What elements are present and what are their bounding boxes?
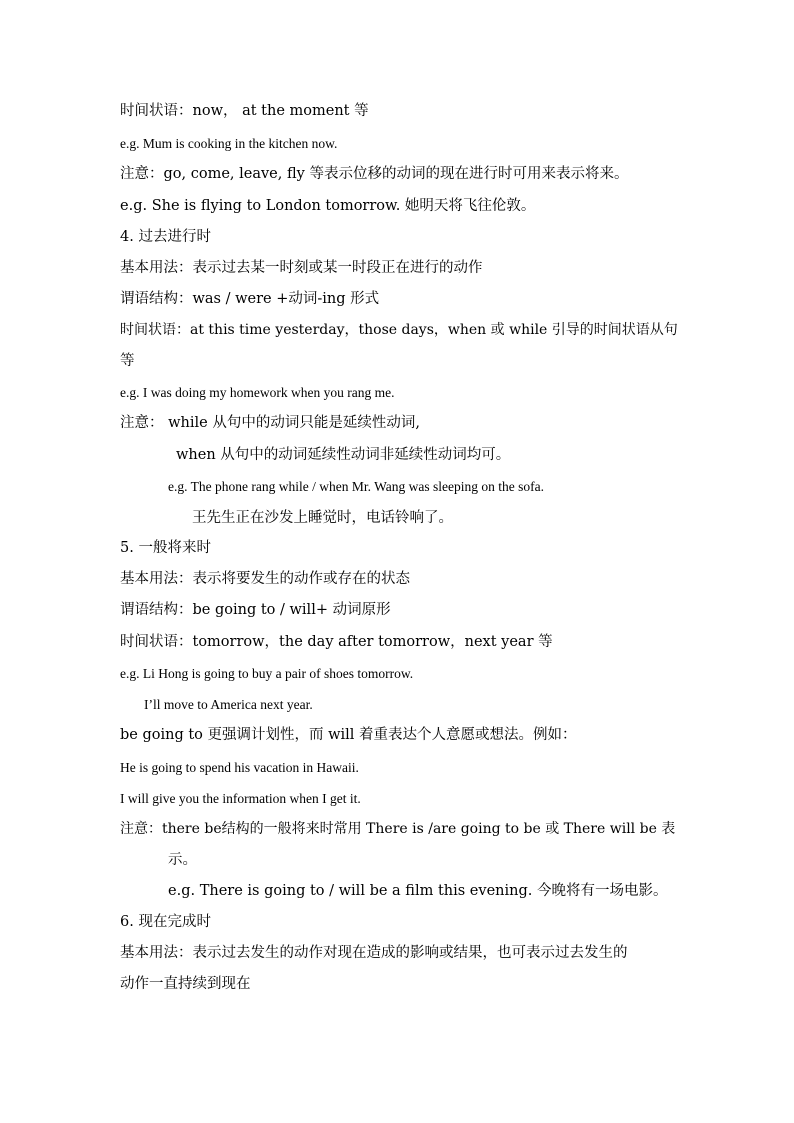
text-line-continuation: 等 bbox=[120, 353, 135, 369]
text-line: 基本用法：表示过去某一时刻或某一时段正在进行的动作 bbox=[120, 260, 483, 276]
text-line-continuation: 动作一直持续到现在 bbox=[120, 976, 251, 992]
text-line: 时间状语：tomorrow，the day after tomorrow，next year 等 bbox=[120, 634, 553, 650]
translation-line: 王先生正在沙发上睡觉时，电话铃响了。 bbox=[192, 510, 453, 526]
text-line: 谓语结构：was / were +动词-ing 形式 bbox=[120, 291, 380, 307]
section-heading: 5. 一般将来时 bbox=[120, 540, 211, 556]
example-line: e.g. She is flying to London tomorrow. 她明天将飞往伦敦。 bbox=[120, 198, 536, 214]
section-heading: 6. 现在完成时 bbox=[120, 914, 211, 930]
text-line: 基本用法：表示过去发生的动作对现在造成的影响或结果，也可表示过去发生的 bbox=[120, 945, 628, 961]
example-line: e.g. I was doing my homework when you rang me. bbox=[120, 385, 395, 400]
note-line: 注意：there be结构的一般将来时常用 There is /are going to be 或 There will be 表 bbox=[120, 821, 676, 837]
example-line: e.g. Li Hong is going to buy a pair of shoes tomorrow. bbox=[120, 666, 414, 681]
text-line: 谓语结构：be going to / will+ 动词原形 bbox=[120, 602, 391, 618]
text-line: be going to 更强调计划性，而 will 着重表达个人意愿或想法。例如： bbox=[120, 727, 577, 743]
text-line: 基本用法：表示将要发生的动作或存在的状态 bbox=[120, 571, 410, 587]
text-line: 时间状语：now， at the moment 等 bbox=[120, 103, 369, 119]
text-line-continuation: 示。 bbox=[168, 852, 197, 868]
text-line: 时间状语：at this time yesterday，those days，when 或 while 引导的时间状语从句 bbox=[120, 322, 678, 338]
note-line: when 从句中的动词延续性动词非延续性动词均可。 bbox=[176, 447, 511, 463]
example-line: I will give you the information when I get it. bbox=[120, 791, 361, 806]
example-line: I’ll move to America next year. bbox=[144, 697, 313, 712]
example-line: e.g. Mum is cooking in the kitchen now. bbox=[120, 136, 338, 151]
example-line: e.g. The phone rang while / when Mr. Wang was sleeping on the sofa. bbox=[168, 479, 544, 494]
note-line: 注意：go, come, leave, fly 等表示位移的动词的现在进行时可用来表示将来。 bbox=[120, 166, 629, 182]
section-heading: 4. 过去进行时 bbox=[120, 229, 211, 245]
note-line: 注意： while 从句中的动词只能是延续性动词, bbox=[120, 415, 420, 431]
example-line: e.g. There is going to / will be a film this evening. 今晚将有一场电影。 bbox=[168, 883, 668, 899]
example-line: He is going to spend his vacation in Hawaii. bbox=[120, 760, 359, 775]
